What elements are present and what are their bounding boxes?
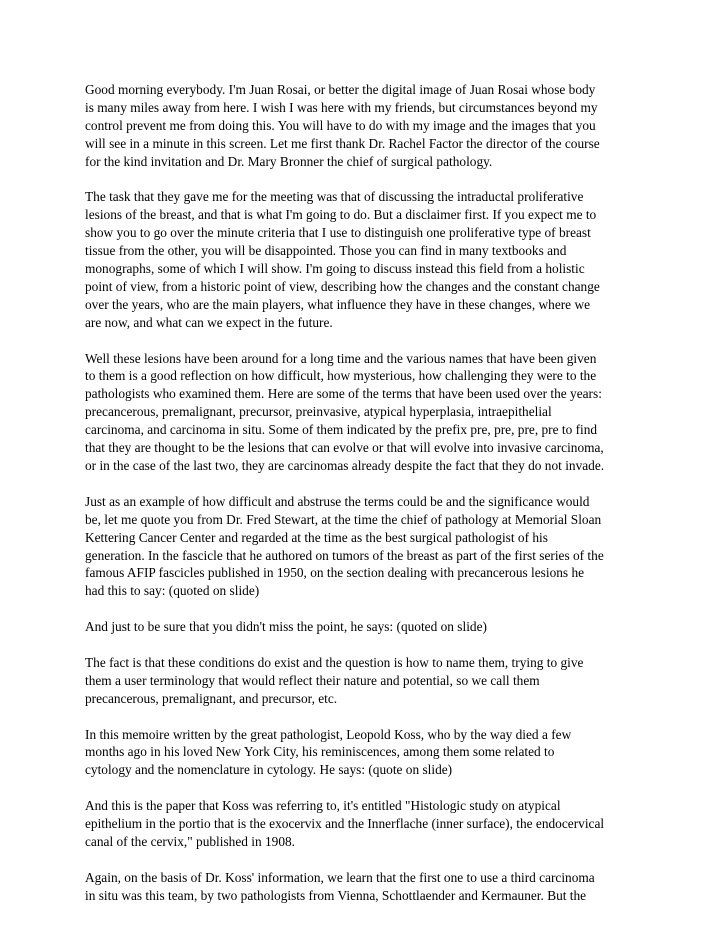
document-page [85, 81, 641, 922]
paragraph-4: Just as an example of how difficult and abstruse the terms could be and the significance would be, let me quote you from Dr. Fred Stewart, at the time the chief of pathology at Memorial Sloan Kettering Cancer Center and regarded at the time as the best surgical pathologist of his generation. In the fascicle that he authored on tumors of the breast as part of the first series of the famous AFIP fascicles published in 1950, on the section dealing with precancerous lesions he had this to say: (quoted on slide) [85, 493, 604, 599]
paragraph-8: And this is the paper that Koss was referring to, it's entitled "Histologic study on atypical epithelium in the portio that is the exocervix and the Innerflache (inner surface), the endocervical canal of the cervix," published in 1908. [85, 798, 605, 849]
paragraph-7: In this memoire written by the great pathologist, Leopold Koss, who by the way died a few months ago in his loved New York City, his reminiscences, among them some related to cytology and the nomenclature in cytology. He says: (quote on slide) [85, 726, 572, 778]
paragraph-2: The task that they gave me for the meeting was that of discussing the intraductal proliferative lesions of the breast, and that is what I'm going to do. But a disclaimer first. If you expect me to show you to go over the minute criteria that I use to distinguish one proliferative type of breast tissue from the other, you will be disappointed. Those you can find in many textbooks and monographs, some of which I will show. I'm going to discuss instead this field from a holistic point of view, from a historic point of view, describing how the changes and the constant change over the years, who are the main players, what influence they have in these changes, where we are now, and what can we expect in the future. [85, 189, 600, 330]
paragraph-3: Well these lesions have been around for a long time and the various names that have been given to them is a good reflection on how difficult, how mysterious, how challenging they were to the pathologists who examined them. Here are some of the terms that have been used over the years: precancerous, premalignant, precursor, preinvasive, atypical hyperplasia, intraepithelial carcinoma, and carcinoma in situ. Some of them indicated by the prefix pre, pre, pre, pre to find that they are thought to be the lesions that can evolve or that will evolve into invasive carcinoma, or in the case of the last two, they are carcinomas already despite the fact that they do not invade. [85, 350, 605, 473]
paragraph-9: Again, on the basis of Dr. Koss' information, we learn that the first one to use a third carcinoma in situ was this team, by two pathologists from Vienna, Schottlaender and Kermauner. But the [85, 869, 595, 903]
paragraph-6: The fact is that these conditions do exist and the question is how to name them, trying to give them a user terminology that would reflect their nature and potential, so we call them precancerous, premalignant, and precursor, etc. [85, 654, 584, 706]
paragraph-5: And just to be sure that you didn't miss the point, he says: (quoted on slide) [85, 619, 487, 635]
paragraph-1: Good morning everybody. I'm Juan Rosai, or better the digital image of Juan Rosai whose body is many miles away from here. I wish I was here with my friends, but circumstances beyond my control prevent me from doing this. You will have to do with my image and the images that you will see in a minute in this screen. Let me first thank Dr. Rachel Factor the director of the course for the kind invitation and Dr. Mary Bronner the chief of surgical pathology. [85, 82, 600, 169]
